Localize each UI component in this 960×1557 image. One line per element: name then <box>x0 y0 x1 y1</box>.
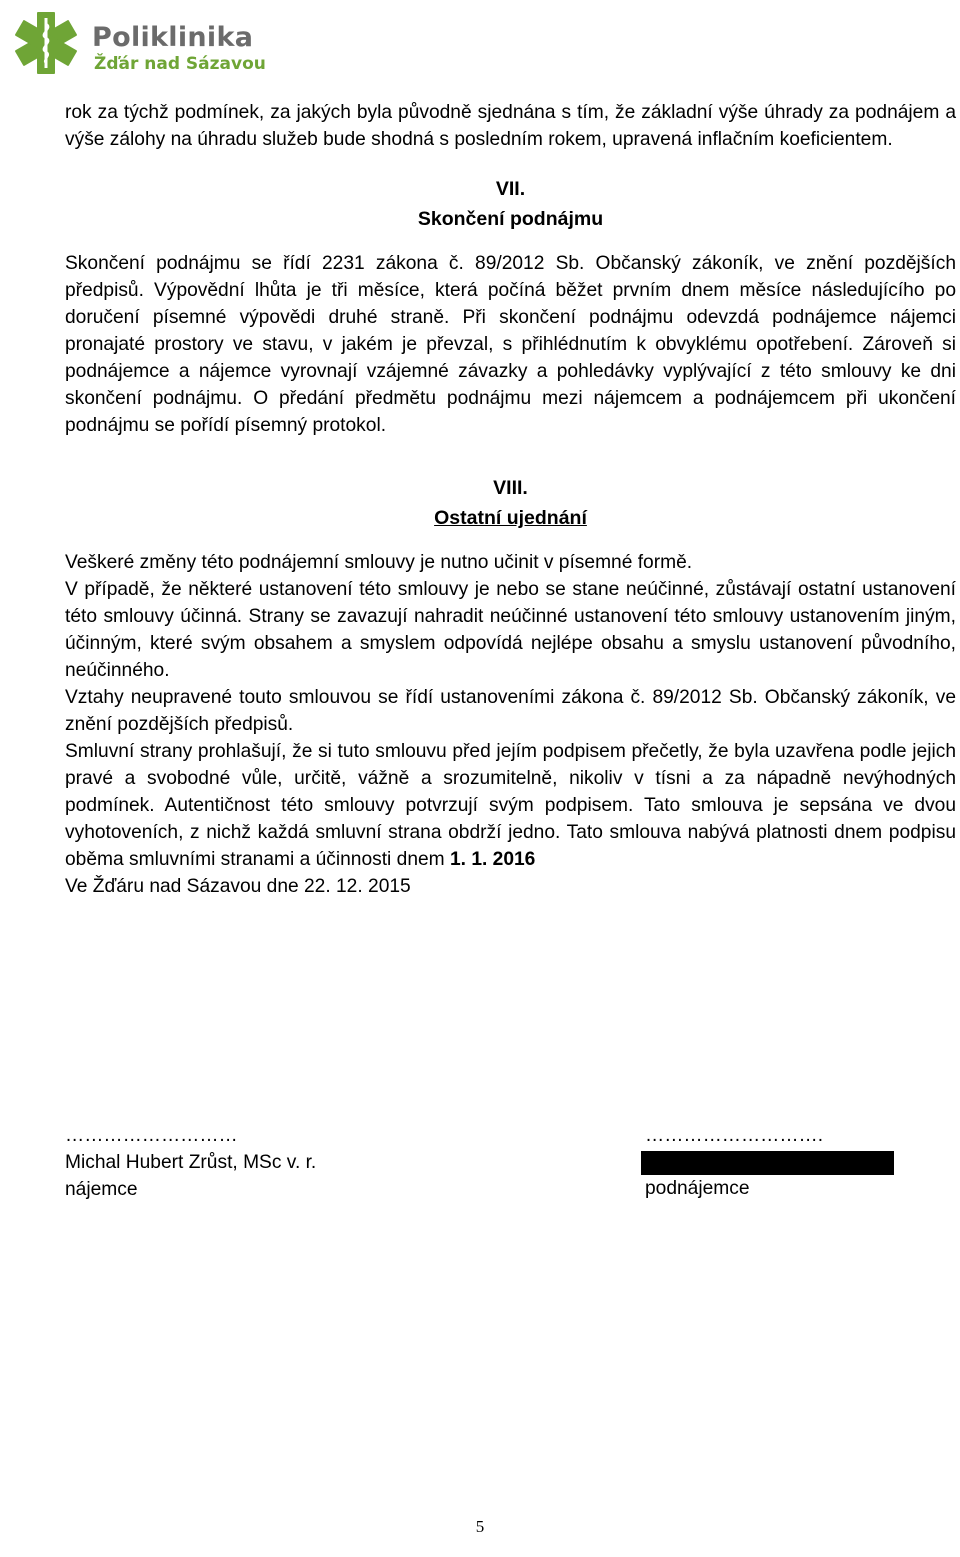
logo-name: Poliklinika <box>92 22 254 53</box>
signature-right <box>645 1122 894 1202</box>
section-7-title: Skončení podnájmu <box>417 208 604 230</box>
effective-date: 1. 1. 2016 <box>450 849 536 870</box>
section-8-p4-text: Smluvní strany prohlašují, že si tuto smlouvu před jejím podpisem přečetly, že byla uzavřena podle jejich pravé a svobodné vůle, určitě, vážně a srozumitelně, nikoliv v tísni a za nápadně nevýhodných podmínek. Autentičnost této smlouvy potvrzují svým podpisem. Tato smlouva je sepsána ve dvou vyhotoveních, z nichž každá smluvní strana obdrží jedno. Tato smlouva nabývá platnosti dnem podpisu oběma smluvními stranami a účinnosti dnem <box>65 741 956 870</box>
tenant-role: nájemce <box>65 1179 138 1200</box>
section-7-number: VII. <box>495 178 526 200</box>
signature-left <box>65 1122 316 1203</box>
signature-line-left: ……………………… <box>65 1125 238 1146</box>
logo-city: Žďár nad Sázavou <box>94 54 266 74</box>
section-7-text: Skončení podnájmu se řídí 2231 zákona č. 89/2012 Sb. Občanský zákoník, ve znění pozdějších předpisů. Výpovědní lhůta je tři měsíce, která počíná běžet prvním dnem měsíce následujícího po doručení písemné výpovědi druhé straně. Při skončení podnájmu odevzdá podnájemce nájemci pronajaté prostory ve stavu, v jakém je převzal, s přihlédnutím k obvyklému opotřebení. Zároveň si podnájemce a nájemce vyrovnají vzájemné závazky a pohledávky vyplývající z této smlouvy ke dni skončení podnájmu. O předání předmětu podnájmu mezi nájemcem a podnájemcem při ukončení podnájmu se pořídí písemný protokol. <box>65 253 956 436</box>
poliklinika-logo <box>6 8 266 78</box>
section-8-title: Ostatní ujednání <box>434 507 587 529</box>
signature-line-right: ………………………. <box>645 1125 824 1146</box>
tenant-name: Michal Hubert Zrůst, MSc v. r. <box>65 1152 317 1173</box>
section-8-p3: Vztahy neupravené touto smlouvou se řídí ustanoveními zákona č. 89/2012 Sb. Občanský zákoník, ve znění pozdějších předpisů. <box>65 687 956 735</box>
section-8-p1: Veškeré změny této podnájemní smlouvy je nutno učinit v písemné formě. <box>65 552 693 573</box>
subtenant-role: podnájemce <box>645 1178 750 1199</box>
page-number: 5 <box>475 1517 485 1536</box>
section-8-p2: V případě, že některé ustanovení této smlouvy je nebo se stane neúčinné, zůstávají ostatní ustanovení této smlouvy účinná. Strany se zavazují nahradit neúčinné ustanovení této smlouvy ustanovením jiným, účinným, které svým obsahem a smyslem odpovídá nejlépe obsahu a smyslu ustanovení původního, neúčinného. <box>65 579 956 681</box>
section-8-p4 <box>65 738 956 873</box>
redacted-name-bar <box>641 1151 894 1175</box>
medical-star-icon <box>6 8 86 78</box>
section-8-number: VIII. <box>493 477 528 499</box>
document-body <box>65 99 956 900</box>
signature-block <box>65 1122 956 1202</box>
intro-paragraph: rok za týchž podmínek, za jakých byla původně sjednána s tím, že základní výše úhrady za podnájem a výše zálohy na úhradu služeb bude shodná s posledním rokem, upravená inflačním koeficientem. <box>65 102 956 150</box>
place-date: Ve Žďáru nad Sázavou dne 22. 12. 2015 <box>65 876 411 897</box>
